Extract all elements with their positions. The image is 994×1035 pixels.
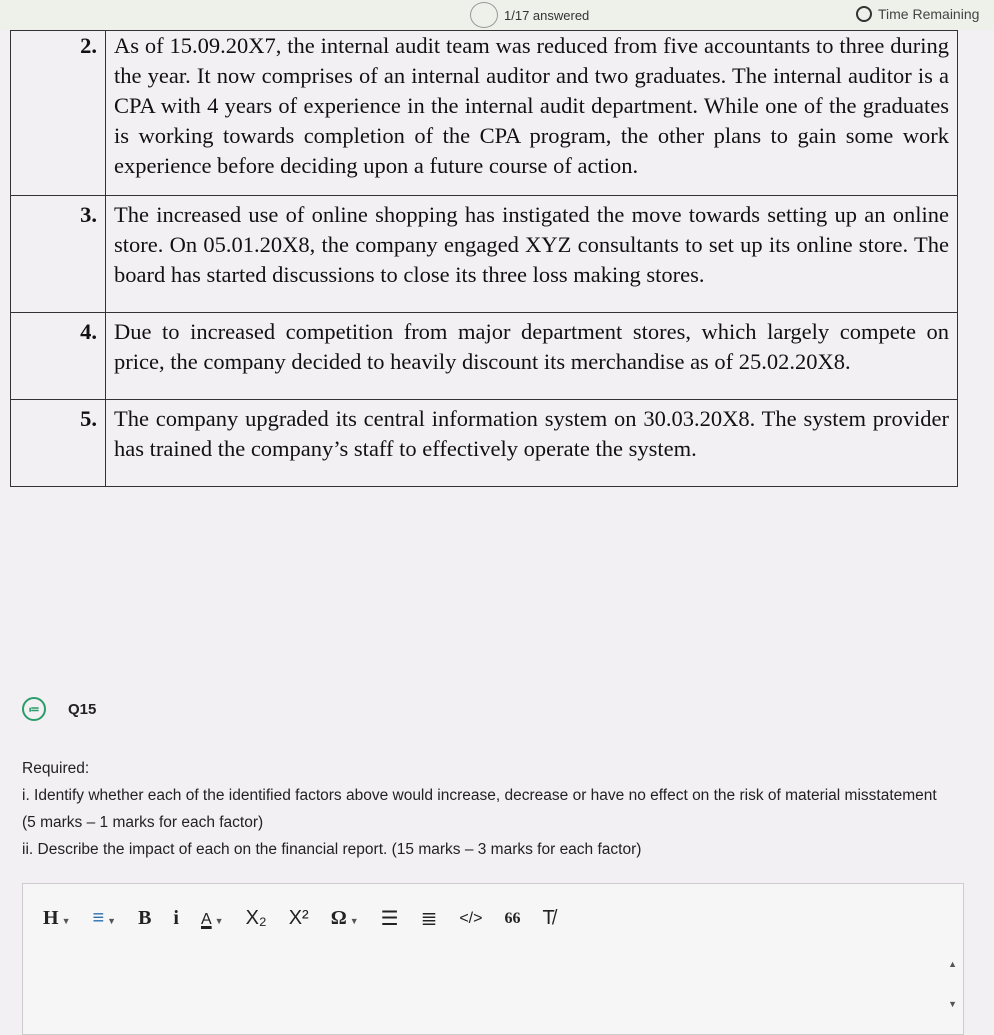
required-label: Required: — [22, 760, 90, 777]
clock-icon — [856, 6, 872, 22]
table-row — [11, 400, 958, 487]
table-row — [11, 31, 958, 196]
question-header — [22, 697, 96, 721]
requirement-item: ii. Describe the impact of each on the financial report. (15 marks – 3 marks for each factor) — [22, 841, 642, 858]
superscript-button[interactable]: X² — [288, 907, 309, 929]
table-row — [11, 196, 958, 313]
font-color-icon: A — [200, 911, 212, 928]
progress-circle-icon — [470, 2, 498, 28]
code-button[interactable]: </> — [459, 909, 483, 927]
question-label: Q15 — [68, 700, 97, 718]
factor-text: The company upgraded its central information system on 30.03.20X8. The system provider has trained the company’s staff to effectively operate the system. — [106, 400, 958, 487]
editor-toolbar — [23, 884, 963, 953]
numbered-list-button[interactable]: ≣ — [420, 908, 438, 930]
italic-button[interactable]: i — [173, 907, 179, 929]
subscript-button[interactable]: X₂ — [245, 907, 267, 929]
factor-text: The increased use of online shopping has instigated the move towards setting up an online store. On 05.01.20X8, the company engaged XYZ consultants to set up its online store. The board has started discussions to close its three loss making stores. — [106, 196, 958, 313]
clear-format-button[interactable]: T̸ — [542, 907, 555, 929]
time-remaining-label: Time Remaining — [878, 6, 980, 22]
table-row — [11, 313, 958, 400]
factor-text: Due to increased competition from major department stores, which largely compete on price, the company decided to heavily discount its merchandise as of 25.02.20X8. — [106, 313, 958, 400]
requirement-item: i. Identify whether each of the identified factors above would increase, decrease or have no effect on the risk of material misstatement (5 marks – 1 marks for each factor) — [22, 787, 937, 831]
factor-number: 3. — [11, 196, 106, 313]
special-char-button[interactable]: Ω ▼ — [330, 907, 359, 929]
top-bar — [0, 0, 994, 30]
heading-icon: H — [43, 907, 59, 929]
font-color-button[interactable]: A ▼ — [200, 911, 224, 928]
timer[interactable] — [856, 6, 979, 22]
heading-button[interactable]: H ▼ — [43, 907, 71, 929]
align-button[interactable]: ≡ ▼ — [92, 907, 117, 929]
factor-number: 4. — [11, 313, 106, 400]
answer-editor[interactable] — [22, 883, 964, 1035]
factor-number: 2. — [11, 31, 106, 196]
factor-text: As of 15.09.20X7, the internal audit team was reduced from five accountants to three during the year. It now comprises of an internal auditor and two graduates. The internal auditor is a CPA with 4 years of experience in the internal audit department. While one of the graduates is working towards completion of the CPA program, the other plans to gain some work experience before deciding upon a future course of action. — [106, 31, 958, 196]
align-icon: ≡ — [92, 907, 105, 929]
bullet-list-button[interactable]: ☰ — [380, 908, 399, 930]
answered-count: 1/17 answered — [504, 7, 590, 23]
omega-icon: Ω — [330, 907, 347, 929]
question-list-icon[interactable]: ≔ — [22, 697, 46, 721]
factors-table — [10, 30, 958, 487]
editor-scrollbar[interactable]: ▲ ▼ — [948, 959, 957, 1009]
progress-indicator — [470, 2, 589, 28]
bold-button[interactable]: B — [138, 907, 152, 929]
question-prompt — [22, 755, 942, 863]
quote-button[interactable]: 66 — [504, 909, 521, 927]
factor-number: 5. — [11, 400, 106, 487]
